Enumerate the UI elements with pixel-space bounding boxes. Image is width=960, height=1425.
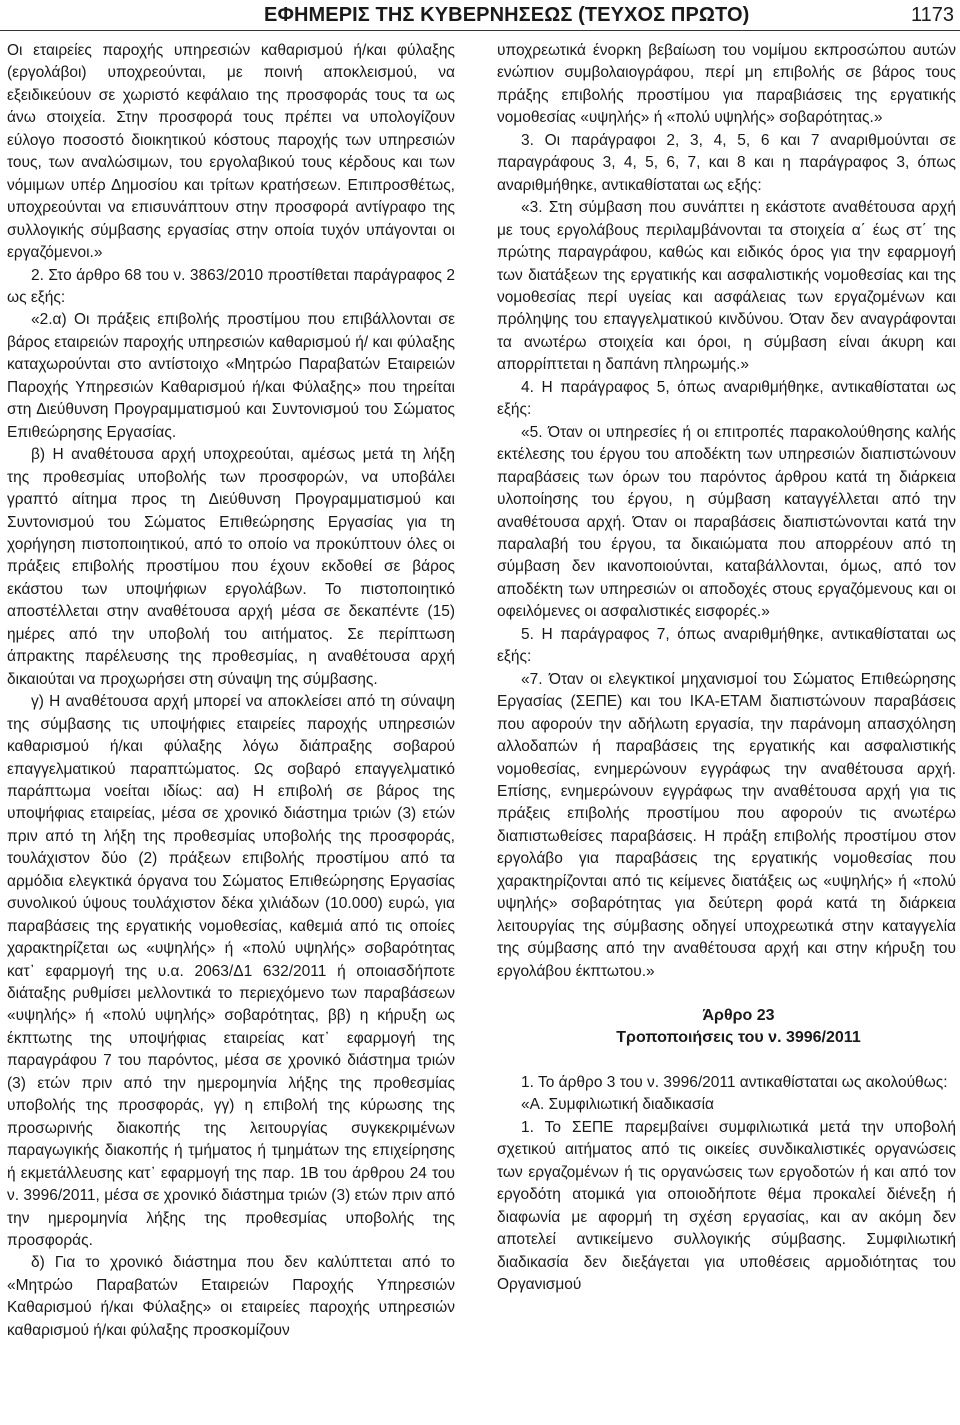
paragraph: δ) Για το χρονικό διάστημα που δεν καλύπτεται από το «Μητρώο Παραβατών Εταιρειών Παροχής Υπηρεσιών Καθαρισμού ή/και Φύλαξης» οι εταιρείες παροχής υπηρεσιών καθαρισμού ή/και φύλαξης προσκομίζουν <box>7 1254 455 1339</box>
paragraph: 3. Οι παράγραφοι 2, 3, 4, 5, 6 και 7 αναριθμούνται σε παραγράφους 3, 4, 5, 6, 7, και 8 και η παράγραφος 3, όπως αναριθμήθηκε, αντικαθίσταται ως εξής: <box>497 131 956 194</box>
page-number: 1173 <box>910 4 954 26</box>
paragraph: 2. Στο άρθρο 68 του ν. 3863/2010 προστίθεται παράγραφος 2 ως εξής: <box>7 266 455 306</box>
paragraph: «Α. Συμφιλιωτική διαδικασία <box>521 1096 714 1114</box>
paragraph: 4. Η παράγραφος 5, όπως αναριθμήθηκε, αντικαθίσταται ως εξής: <box>497 378 956 419</box>
gazette-title: ΕΦΗΜΕΡΙΣ ΤΗΣ ΚΥΒΕΡΝΗΣΕΩΣ (ΤΕΥΧΟΣ ΠΡΩΤΟ) <box>264 4 750 26</box>
paragraph: 1. Το ΣΕΠΕ παρεμβαίνει συμφιλιωτικά μετά την υποβολή σχετικού αιτήματος από τις οικείες συνδικαλιστικές οργανώσεις των εργαζομένων ή τις οργανώσεις των εργοδοτών ή και από τον εργοδότη ατομικά για οποιοδήποτε θέμα προκαλεί διένεξη ή διαφωνία με αφορμή τη σχέση εργασίας, και αν ακόμη δεν αποτελεί αντικείμενο συλλογικής σύμβασης. Συμφιλιωτική διαδικασία δεν διεξάγεται για υποθέσεις αρμοδιότητας του Οργανισμού <box>497 1118 956 1294</box>
paragraph: υποχρεωτικά ένορκη βεβαίωση του νομίμου εκπροσώπου αυτών ενώπιον συμβολαιογράφου, περί μη επιβολής σε βάρος τους πράξης επιβολής προστίμου για παραβιάσεις της εργατικής νομοθεσίας «υψηλής» ή «πολύ υψηλής» σοβαρότητας.» <box>497 42 956 127</box>
paragraph: Οι εταιρείες παροχής υπηρεσιών καθαρισμού ή/και φύλαξης (εργολάβοι) υποχρεούνται, με ποινή αποκλεισμού, να εξειδικεύουν σε χωριστό κεφάλαιο της προσφοράς τους τα ως άνω στοιχεία. Στην προσφορά τους πρέπει να υπολογίζουν εύλογο ποσοστό διοικητικού κόστους παροχής των υπηρεσιών τους, των αναλώσιμων, του εργολαβικού τους κέρδους και των νόμιμων υπέρ Δημοσίου και τρίτων κρατήσεων. Επιπροσθέτως, υποχρεούνται να επισυνάπτουν στην προσφορά αντίγραφο της συλλογικής σύμβασης εργασίας στην οποία τυχόν υπάγονται οι εργαζόμενοι.» <box>7 42 455 262</box>
paragraph: 5. Η παράγραφος 7, όπως αναριθμήθηκε, αντικαθίσταται ως εξής: <box>497 625 956 666</box>
paragraph: β) Η αναθέτουσα αρχή υποχρεούται, αμέσως μετά τη λήξη της προθεσμίας υποβολής των προσφορών, να υποβάλει γραπτό αίτημα προς τη Διεύθυνση Προγραμματισμού και Συντονισμού του Σώματος Επιθεώρησης Εργασίας για τη χορήγηση πιστοποιητικού, από το οποίο να προκύπτουν όλες οι πράξεις επιβολής προστίμου που έχουν εκδοθεί σε βάρος εκάστου των υποψήφιων εργολάβων. Το πιστοποιητικό αποστέλλεται στην αναθέτουσα αρχή μέσα σε δεκαπέντε (15) ημέρες από την υποβολή του αιτήματος. Σε περίπτωση άπρακτης παρέλευσης της προθεσμίας, η αναθέτουσα αρχή δικαιούται να προχωρήσει στη σύναψη της σύμβασης. <box>7 446 455 688</box>
paragraph: «3. Στη σύμβαση που συνάπτει η εκάστοτε αναθέτουσα αρχή με τους εργολάβους περιλαμβάνονται τα στοιχεία α΄ έως στ΄ της πρώτης παραγράφου, καθώς και ειδικός όρος για την εφαρμογή των διατάξεων της εργατικής και ασφαλιστικής νομοθεσίας και της νομοθεσίας περί υγείας και ασφάλειας των εργαζομένων και πρόληψης του επαγγελματικού κινδύνου. Όταν δεν αναγράφονται τα ανωτέρω στοιχεία και όροι, η σύμβαση είναι άκυρη και απορρίπτεται η δαπάνη πληρωμής.» <box>497 199 956 374</box>
page-header <box>0 0 960 40</box>
article-title: Τροποποιήσεις του ν. 3996/2011 <box>616 1029 861 1047</box>
paragraph: «5. Όταν οι υπηρεσίες ή οι επιτροπές παρακολούθησης καλής εκτέλεσης του έργου του αποδέκτη των υπηρεσιών διαπιστώνουν παραβάσεις των όρων του παρόντος άρθρου κατά τη διάρκεια υλοποίησης του έργου, η σύμβαση καταγγέλλεται από την αναθέτουσα αρχή. Όταν οι παραβάσεις διαπιστώνονται κατά την παραλαβή του έργου, τα δικαιώματα που απορρέουν από τη σύμβαση δεν ικανοποιούνται, καταβάλλονται, όμως, από τον αποδέκτη των υπηρεσιών οι αποδοχές στους εργαζόμενους και οι οφειλόμενες οι ασφαλιστικές εισφορές.» <box>497 423 956 621</box>
article-number: Άρθρο 23 <box>702 1007 775 1025</box>
paragraph: «7. Όταν οι ελεγκτικοί μηχανισμοί του Σώματος Επιθεώρησης Εργασίας (ΣΕΠΕ) και του ΙΚΑ-ΕΤΑΜ διαπιστώνουν παραβάσεις που αφορούν την αδήλωτη εργασία, την παράνομη απασχόληση αλλοδαπών ή παραβάσεις της εργατικής και ασφαλιστικής νομοθεσίας, ενημερώνουν εγγράφως την αναθέτουσα αρχή. Επίσης, ενημερώνουν εγγράφως την αναθέτουσα αρχή για τις πράξεις επιβολής προστίμου που αφορούν τις ανωτέρω διαπιστωθείσες παραβάσεις. Η πράξη επιβολής προστίμου στον εργολάβο για παραβάσεις της εργατικής νομοθεσίας που χαρακτηρίζονται από τις κείμενες διατάξεις ως «υψηλής» ή «πολύ υψηλής» σοβαρότητας για δεύτερη φορά κατά τη διάρκεια λειτουργίας της σύμβασης οδηγεί υποχρεωτικά στην καταγγελία της σύμβασης από την αναθέτουσα αρχή και στην κήρυξη του εργολάβου έκπτωτου.» <box>497 670 956 980</box>
left-column <box>7 40 455 1342</box>
header-divider <box>0 30 960 31</box>
paragraph: «2.α) Οι πράξεις επιβολής προστίμου που επιβάλλονται σε βάρος εταιρειών παροχής υπηρεσιών καθαρισμού ή/ και φύλαξης καταχωρούνται στο αντίστοιχο «Μητρώο Παραβατών Εταιρειών Παροχής Υπηρεσιών Καθαρισμού ή/και Φύλαξης» που τηρείται στη Διεύθυνση Προγραμματισμού και Συντονισμού του Σώματος Επιθεώρησης Εργασίας. <box>7 311 455 441</box>
paragraph: γ) Η αναθέτουσα αρχή μπορεί να αποκλείσει από τη σύναψη της σύμβασης τις υποψήφιες εταιρείες παροχής υπηρεσιών καθαρισμού ή/και φύλαξης λόγω διάπραξης σοβαρού επαγγελματικού παραπτώματος. Ως σοβαρό επαγγελματικό παράπτωμα νοείται ιδίως: αα) Η επιβολή σε βάρος της υποψήφιας εταιρείας, μέσα σε χρονικό διάστημα τριών (3) ετών πριν από τη λήξη της προθεσμίας υποβολής της προσφοράς, τουλάχιστον δύο (2) πράξεων επιβολής προστίμου από τα αρμόδια ελεγκτικά όργανα του Σώματος Επιθεώρησης Εργασίας συνολικού ύψους τουλάχιστον δέκα χιλιάδων (10.000) ευρώ, για παραβάσεις της εργατικής νομοθεσίας, καθεμιά από τις οποίες χαρακτηρίζεται ως «υψηλής» ή «πολύ υψηλής» σοβαρότητας κατ᾽ εφαρμογή της υ.α. 2063/Δ1 632/2011 ή οποιασδήποτε διάταξης ρυθμίσει μελλοντικά το περιεχόμενο των παραβάσεων «υψηλής» ή «πολύ υψηλής» σοβαρότητας, ββ) η κήρυξη ως έκπτωτης της υποψήφιας εταιρείας κατ᾽ εφαρμογή της παραγράφου 7 του παρόντος, μέσα σε χρονικό διάστημα τριών (3) ετών πριν από την ημερομηνία λήξης της προθεσμίας υποβολής της προσφοράς, γγ) η επιβολή της κύρωσης της προσωρινής διακοπής της λειτουργίας συγκεκριμένων παραγωγικής διακοπής ή τμήματος ή τμημάτων της επιχείρησης ή εκμετάλλευσης κατ᾽ εφαρμογή της παρ. 1Β του άρθρου 24 του ν. 3996/2011, μέσα σε χρονικό διάστημα τριών (3) ετών πριν από την ημερομηνία λήξης της προθεσμίας υποβολής της προσφοράς. <box>7 693 455 1250</box>
right-column <box>497 40 956 1296</box>
paragraph: 1. Το άρθρο 3 του ν. 3996/2011 αντικαθίσταται ως ακολούθως: <box>521 1073 948 1091</box>
